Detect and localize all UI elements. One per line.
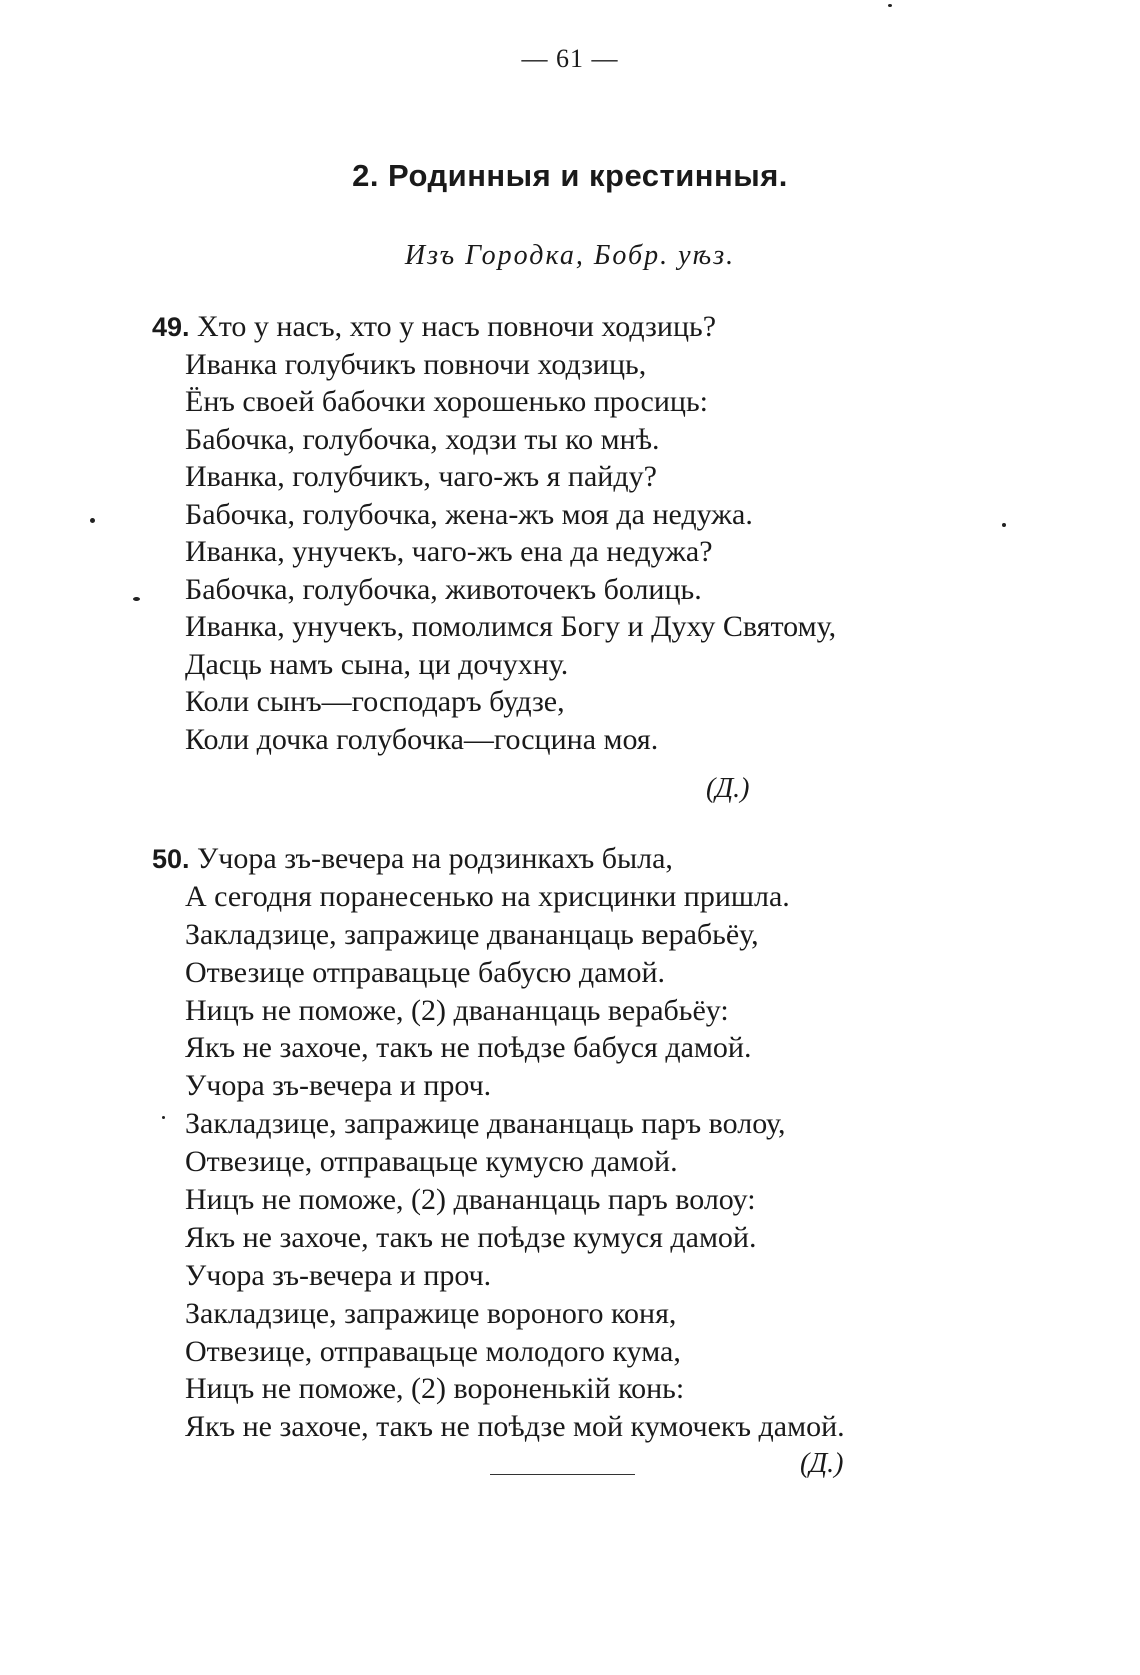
song-line: Якъ не захоче, такъ не поѣдзе кумуся дамой. [185, 1220, 757, 1254]
song-line: Иванка, унучекъ, помолимся Богу и Духу Святому, [185, 610, 837, 643]
song-line: Бабочка, голубочка, ходзи ты ко мнѣ. [185, 422, 660, 456]
song-line-text: Хто у насъ, хто у насъ повночи ходзиць? [197, 310, 717, 343]
song-line: Отвезице, отправацьце кумусю дамой. [185, 1145, 678, 1179]
song-line: Ницъ не поможе, (2) двананцаць верабьёу: [185, 993, 729, 1027]
song-number: 50. [152, 844, 190, 874]
song-line: Закладзице, запражице двананцаць верабьёу, [185, 917, 759, 951]
song-line: Бабочка, голубочка, жена-жъ моя да недужа. [185, 497, 753, 531]
song-line: Иванка голубчикъ повночи ходзиць, [185, 347, 647, 381]
song-line: Дасць намъ сына, ци дочухну. [185, 647, 569, 681]
song-line: Ницъ не поможе, (2) вороненькій конь: [185, 1372, 685, 1406]
page-number: — 61 — [521, 44, 619, 73]
song-line-text: Учора зъ-вечера на родзинкахъ была, [197, 842, 673, 875]
song-line: Коли дочка голубочка—госцина моя. [185, 722, 659, 756]
song-line: Ёнъ своей бабочки хорошенько просиць: [185, 385, 708, 418]
song-line [152, 840, 1052, 878]
song-line: Якъ не захоче, такъ не поѣдзе бабуся дамой. [185, 1031, 752, 1065]
song-50-signature: (Д.) [800, 1448, 844, 1479]
source-location: Изъ Городка, Бобр. уѣз. [404, 240, 736, 271]
song-line: Коли сынъ—господаръ будзе, [185, 685, 565, 718]
song-line: Иванка, голубчикъ, чаго-жъ я пайду? [185, 460, 657, 493]
song-49-signature: (Д.) [706, 773, 750, 804]
song-line: Иванка, унучекъ, чаго-жъ ена да недужа? [185, 535, 713, 568]
song-line: Закладзице, запражице вороного коня, [185, 1296, 677, 1330]
song-49 [152, 308, 1052, 758]
song-line: Отвезице, отправацьце молодого кума, [185, 1334, 681, 1368]
print-speck [162, 1116, 165, 1119]
song-line: Учора зъ-вечера и проч. [185, 1258, 492, 1292]
song-line: Закладзице, запражице двананцаць паръ волоу, [185, 1107, 786, 1141]
song-line: Ницъ не поможе, (2) двананцаць паръ волоу: [185, 1183, 756, 1217]
print-speck [90, 518, 95, 523]
print-speck [888, 4, 892, 7]
song-line: Якъ не захоче, такъ не поѣдзе мой кумочекъ дамой. [185, 1410, 845, 1444]
print-speck [133, 597, 140, 601]
song-number: 49. [152, 312, 190, 342]
song-line: Бабочка, голубочка, животочекъ болиць. [185, 572, 702, 606]
song-line: Учора зъ-вечера и проч. [185, 1069, 492, 1103]
section-title: 2. Родинныя и крестинныя. [352, 158, 788, 193]
end-rule [490, 1474, 635, 1475]
song-line: А сегодня поранесенько на хрисцинки пришла. [185, 879, 790, 913]
song-line [152, 308, 1052, 346]
print-speck [1002, 523, 1006, 527]
song-50 [152, 840, 1052, 1446]
song-line: Отвезице отправацьце бабусю дамой. [185, 955, 666, 989]
